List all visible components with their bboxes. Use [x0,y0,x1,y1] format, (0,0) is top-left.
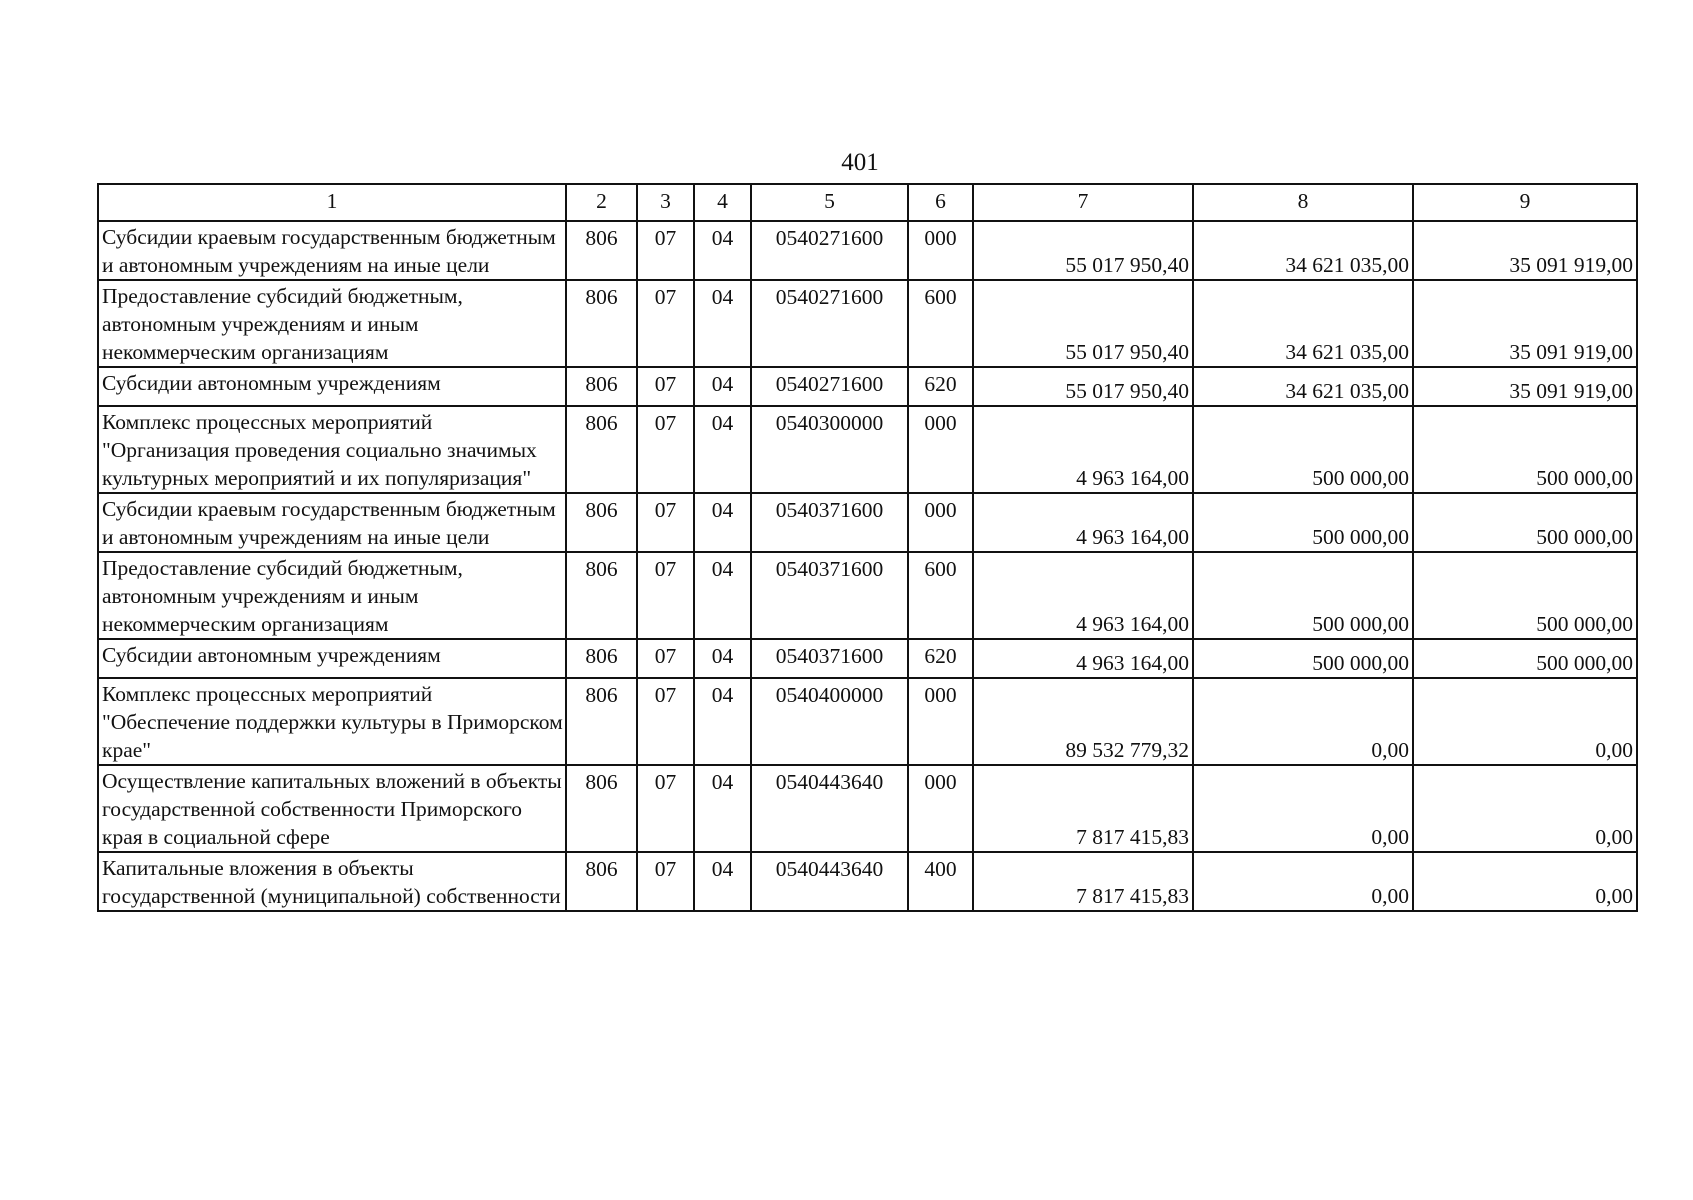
row-amount-col-8: 0,00 [1193,678,1413,765]
row-expense-type-code: 000 [908,678,973,765]
row-subsection-code: 04 [694,678,751,765]
row-section-code: 07 [637,678,694,765]
row-name: Субсидии автономным учреждениям [98,639,566,678]
row-amount-col-9: 35 091 919,00 [1413,280,1637,367]
row-ministry-code: 806 [566,221,637,280]
row-name: Комплекс процессных мероприятий "Организация проведения социально значимых культурных мероприятий и их популяризация" [98,406,566,493]
row-section-code: 07 [637,765,694,852]
row-amount-col-7: 4 963 164,00 [973,493,1193,552]
row-section-code: 07 [637,493,694,552]
row-ministry-code: 806 [566,552,637,639]
row-amount-col-7: 4 963 164,00 [973,552,1193,639]
row-expense-type-code: 000 [908,765,973,852]
row-expense-type-code: 620 [908,367,973,406]
row-amount-col-9: 500 000,00 [1413,493,1637,552]
row-subsection-code: 04 [694,765,751,852]
row-name: Осуществление капитальных вложений в объекты государственной собственности Приморского края в социальной сфере [98,765,566,852]
row-amount-col-8: 34 621 035,00 [1193,367,1413,406]
row-name: Предоставление субсидий бюджетным, автономным учреждениям и иным некоммерческим организациям [98,280,566,367]
row-ministry-code: 806 [566,493,637,552]
row-ministry-code: 806 [566,765,637,852]
table-row [98,221,1637,280]
row-section-code: 07 [637,280,694,367]
row-amount-col-7: 7 817 415,83 [973,852,1193,911]
row-subsection-code: 04 [694,493,751,552]
row-expense-type-code: 400 [908,852,973,911]
row-subsection-code: 04 [694,852,751,911]
row-amount-col-7: 7 817 415,83 [973,765,1193,852]
row-expense-type-code: 000 [908,493,973,552]
page-number: 401 [841,149,879,176]
row-section-code: 07 [637,221,694,280]
row-target-item-code: 0540371600 [751,552,908,639]
row-amount-col-9: 0,00 [1413,765,1637,852]
row-amount-col-8: 500 000,00 [1193,639,1413,678]
header-col-8: 8 [1193,184,1413,221]
row-amount-col-7: 55 017 950,40 [973,367,1193,406]
row-expense-type-code: 000 [908,221,973,280]
row-section-code: 07 [637,406,694,493]
row-amount-col-9: 35 091 919,00 [1413,367,1637,406]
row-name: Капитальные вложения в объекты государственной (муниципальной) собственности [98,852,566,911]
header-col-7: 7 [973,184,1193,221]
row-name: Предоставление субсидий бюджетным, автономным учреждениям и иным некоммерческим организациям [98,552,566,639]
row-expense-type-code: 620 [908,639,973,678]
row-name: Субсидии автономным учреждениям [98,367,566,406]
row-name: Комплекс процессных мероприятий "Обеспечение поддержки культуры в Приморском крае" [98,678,566,765]
row-amount-col-9: 500 000,00 [1413,552,1637,639]
row-expense-type-code: 600 [908,280,973,367]
row-subsection-code: 04 [694,639,751,678]
row-expense-type-code: 600 [908,552,973,639]
row-amount-col-9: 500 000,00 [1413,406,1637,493]
budget-table [97,183,1638,912]
table-row [98,852,1637,911]
row-amount-col-8: 34 621 035,00 [1193,221,1413,280]
row-amount-col-9: 35 091 919,00 [1413,221,1637,280]
row-target-item-code: 0540371600 [751,493,908,552]
row-subsection-code: 04 [694,406,751,493]
row-amount-col-8: 500 000,00 [1193,493,1413,552]
row-subsection-code: 04 [694,552,751,639]
header-col-6: 6 [908,184,973,221]
row-ministry-code: 806 [566,639,637,678]
row-target-item-code: 0540443640 [751,852,908,911]
row-target-item-code: 0540371600 [751,639,908,678]
table-body [98,221,1637,911]
row-name: Субсидии краевым государственным бюджетным и автономным учреждениям на иные цели [98,221,566,280]
table-row [98,280,1637,367]
row-target-item-code: 0540271600 [751,221,908,280]
row-amount-col-8: 0,00 [1193,765,1413,852]
row-amount-col-8: 500 000,00 [1193,406,1413,493]
table-header [98,184,1637,221]
row-subsection-code: 04 [694,280,751,367]
row-target-item-code: 0540271600 [751,367,908,406]
header-col-9: 9 [1413,184,1637,221]
table-row [98,552,1637,639]
table-row [98,678,1637,765]
row-target-item-code: 0540271600 [751,280,908,367]
row-ministry-code: 806 [566,852,637,911]
row-amount-col-8: 0,00 [1193,852,1413,911]
row-amount-col-7: 4 963 164,00 [973,639,1193,678]
table-row [98,493,1637,552]
table-row [98,406,1637,493]
row-ministry-code: 806 [566,367,637,406]
row-subsection-code: 04 [694,221,751,280]
row-amount-col-7: 4 963 164,00 [973,406,1193,493]
row-ministry-code: 806 [566,406,637,493]
row-amount-col-9: 0,00 [1413,852,1637,911]
row-amount-col-9: 500 000,00 [1413,639,1637,678]
row-ministry-code: 806 [566,678,637,765]
header-col-1: 1 [98,184,566,221]
row-target-item-code: 0540400000 [751,678,908,765]
row-amount-col-9: 0,00 [1413,678,1637,765]
table-row [98,639,1637,678]
row-section-code: 07 [637,852,694,911]
row-section-code: 07 [637,367,694,406]
row-section-code: 07 [637,639,694,678]
row-amount-col-7: 55 017 950,40 [973,221,1193,280]
table-row [98,367,1637,406]
row-amount-col-7: 89 532 779,32 [973,678,1193,765]
header-col-4: 4 [694,184,751,221]
row-subsection-code: 04 [694,367,751,406]
header-col-5: 5 [751,184,908,221]
row-expense-type-code: 000 [908,406,973,493]
row-amount-col-8: 500 000,00 [1193,552,1413,639]
row-name: Субсидии краевым государственным бюджетным и автономным учреждениям на иные цели [98,493,566,552]
row-section-code: 07 [637,552,694,639]
row-amount-col-7: 55 017 950,40 [973,280,1193,367]
row-target-item-code: 0540443640 [751,765,908,852]
header-col-2: 2 [566,184,637,221]
header-row [98,184,1637,221]
row-amount-col-8: 34 621 035,00 [1193,280,1413,367]
row-target-item-code: 0540300000 [751,406,908,493]
header-col-3: 3 [637,184,694,221]
row-ministry-code: 806 [566,280,637,367]
table-row [98,765,1637,852]
